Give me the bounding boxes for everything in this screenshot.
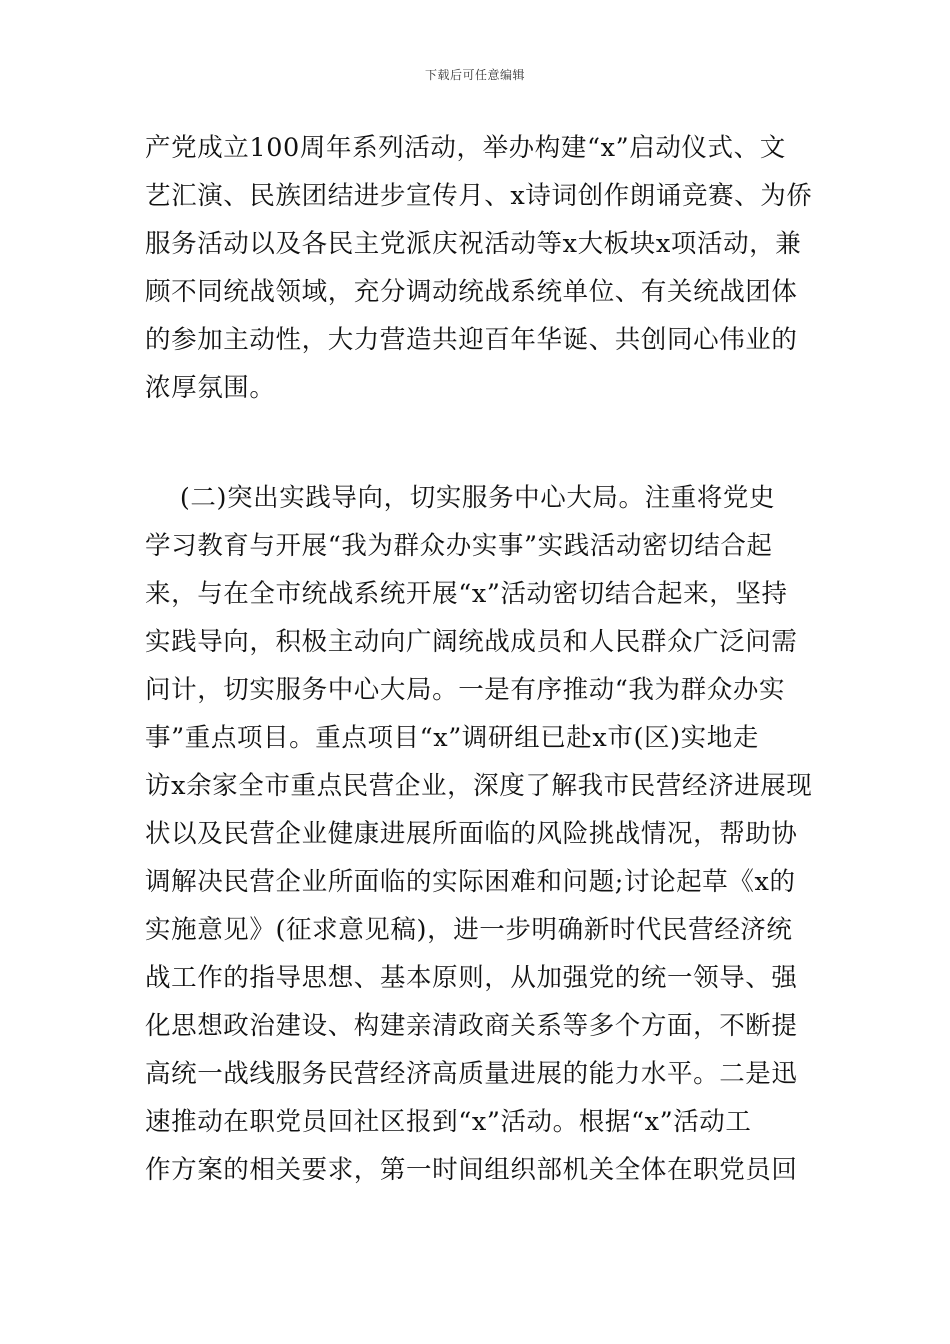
text-line: 实践导向，积极主动向广阔统战成员和人民群众广泛问需	[145, 627, 798, 657]
text-line: 事”重点项目。重点项目“x”调研组已赴x市(区)实地走	[145, 723, 759, 753]
text-line: 速推动在职党员回社区报到“x”活动。根据“x”活动工	[145, 1107, 752, 1137]
text-line: 艺汇演、民族团结进步宣传月、x诗词创作朗诵竞赛、为侨	[145, 181, 813, 211]
text-line: 来，与在全市统战系统开展“x”活动密切结合起来，坚持	[145, 579, 788, 609]
paragraph-1	[145, 124, 813, 412]
text-line: (二)突出实践导向，切实服务中心大局。注重将党史	[145, 483, 776, 513]
text-line: 作方案的相关要求，第一时间组织部机关全体在职党员回	[145, 1155, 798, 1185]
text-line: 访x余家全市重点民营企业，深度了解我市民营经济进展现	[145, 771, 813, 801]
text-line: 的参加主动性，大力营造共迎百年华诞、共创同心伟业的	[145, 325, 798, 355]
text-line: 化思想政治建设、构建亲清政商关系等多个方面，不断提	[145, 1011, 798, 1041]
text-line: 产党成立100周年系列活动，举办构建“x”启动仪式、文	[145, 133, 786, 163]
page-header: 下载后可任意编辑	[424, 68, 525, 82]
text-line: 服务活动以及各民主党派庆祝活动等x大板块x项活动，兼	[145, 229, 802, 259]
text-line: 实施意见》(征求意见稿)，进一步明确新时代民营经济统	[145, 915, 793, 945]
text-line: 问计，切实服务中心大局。一是有序推动“我为群众办实	[145, 675, 786, 705]
text-line: 高统一战线服务民营经济高质量进展的能力水平。二是迅	[145, 1059, 798, 1089]
text-line: 调解决民营企业所面临的实际困难和问题;讨论起草《x的	[145, 867, 796, 897]
text-line: 顾不同统战领域，充分调动统战系统单位、有关统战团体	[145, 277, 798, 307]
text-line: 战工作的指导思想、基本原则，从加强党的统一领导、强	[145, 963, 798, 993]
text-line: 状以及民营企业健康进展所面临的风险挑战情况，帮助协	[145, 819, 798, 849]
paragraph-2	[145, 474, 813, 1194]
text-line: 浓厚氛围。	[145, 373, 276, 403]
text-line: 学习教育与开展“我为群众办实事”实践活动密切结合起	[145, 531, 773, 561]
